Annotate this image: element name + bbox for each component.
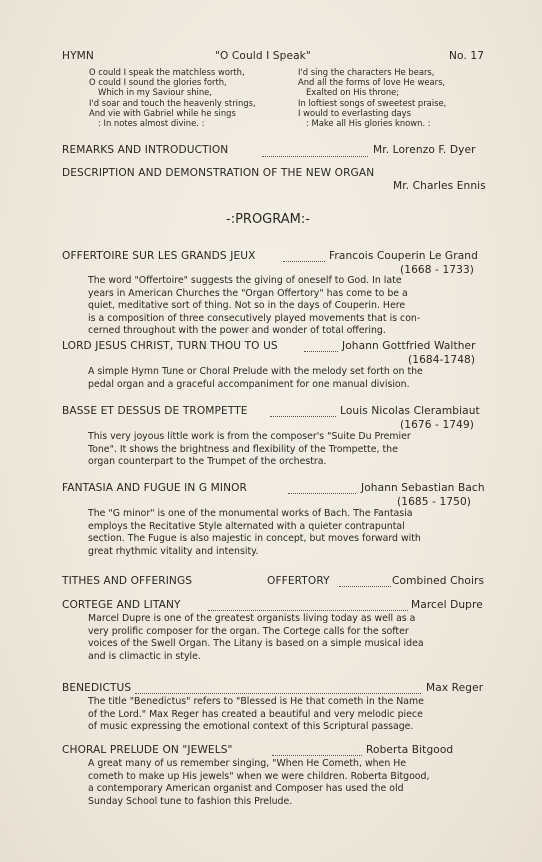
description-line: A great many of us remember singing, "When He Cometh, when He — [88, 758, 407, 769]
description-line: of music expressing the emotional context of this Scriptural passage. — [88, 721, 414, 733]
description-line: voices of the Swell Organ. The Litany is based on a simple musical idea — [88, 638, 424, 650]
description-line: Sunday School tune to fashion this Prelude. — [88, 795, 293, 807]
piece-description — [88, 508, 490, 558]
description-line: pedal organ and a graceful accompaniment for one manual division. — [88, 378, 410, 390]
description-line: quiet, meditative sort of thing. Not so in the days of Couperin. Here — [88, 300, 406, 312]
piece-description — [88, 758, 490, 808]
hymn-left-line: O could I sound the glories forth, — [89, 77, 227, 87]
description-line: a contemporary American organist and Composer has used the old — [88, 783, 404, 795]
description-line: great rhythmic vitality and intensity. — [88, 545, 259, 557]
hymn-right-line: I would to everlasting days — [298, 108, 411, 118]
description-line: The word "Offertoire" suggests the giving of oneself to God. In late — [88, 275, 402, 286]
piece-title: FANTASIA AND FUGUE IN G MINOR — [62, 482, 247, 494]
piece-dates: (1668 - 1733) — [400, 264, 475, 276]
program-heading: -:PROGRAM:- — [226, 212, 310, 227]
piece-composer: Roberta Bitgood — [366, 744, 454, 756]
description-line: The title "Benedictus" refers to "Blessed is He that cometh in the Name — [88, 696, 424, 707]
dot-leader — [272, 755, 362, 756]
dot-leader — [262, 156, 368, 157]
piece-dates: (1684-1748) — [408, 354, 476, 366]
piece-title: BENEDICTUS — [62, 682, 132, 694]
piece-composer: Francois Couperin Le Grand — [329, 250, 478, 262]
piece-composer: Johann Sebastian Bach — [361, 482, 485, 494]
description-line: very prolific composer for the organ. The Cortege calls for the softer — [88, 625, 409, 637]
piece-dates: (1685 - 1750) — [397, 496, 472, 508]
piece-title: CORTEGE AND LITANY — [62, 599, 181, 611]
description-line: of the Lord." Max Reger has created a beautiful and very melodic piece — [88, 708, 423, 720]
piece-title: BASSE ET DESSUS DE TROMPETTE — [62, 405, 248, 417]
description-line: section. The Fugue is also majestic in concept, but moves forward with — [88, 533, 421, 545]
hymn-left-line: And vie with Gabriel while he sings — [89, 108, 236, 118]
hymn-label: HYMN — [62, 50, 94, 62]
piece-title: LORD JESUS CHRIST, TURN THOU TO US — [62, 340, 278, 352]
piece-composer: Johann Gottfried Walther — [342, 340, 476, 352]
hymn-left-line: Which in my Saviour shine, — [98, 87, 212, 97]
piece-composer: Max Reger — [426, 682, 484, 694]
hymn-number: No. 17 — [449, 50, 485, 62]
description-line: Tone". It shows the brightness and flexibility of the Trompette, the — [88, 443, 398, 455]
piece-dates: (1676 - 1749) — [400, 419, 475, 431]
dot-leader — [304, 351, 338, 352]
piece-description — [88, 366, 490, 391]
piece-composer: Louis Nicolas Clerambiaut — [340, 405, 480, 417]
description-line: cerned throughout with the power and wonder of total offering. — [88, 325, 386, 337]
piece-title: OFFERTOIRE SUR LES GRANDS JEUX — [62, 250, 256, 262]
description-line: and is climactic in style. — [88, 650, 201, 662]
piece-title: CHORAL PRELUDE ON "JEWELS" — [62, 744, 233, 756]
piece-description — [88, 613, 490, 663]
dot-leader — [288, 493, 356, 494]
description-line: is a composition of three consecutively played movements that is con- — [88, 312, 421, 324]
tithes-label: TITHES AND OFFERINGS — [62, 575, 193, 587]
description-line: cometh to make up His jewels" when we were children. Roberta Bitgood, — [88, 770, 430, 782]
description-line: employs the Recitative Style alternated with a quieter contrapuntal — [88, 520, 405, 532]
piece-description — [88, 431, 490, 469]
hymn-right-line: Exalted on His throne; — [306, 87, 400, 97]
dot-leader — [339, 586, 391, 587]
hymn-left-line: : In notes almost divine. : — [98, 118, 205, 128]
dot-leader — [135, 693, 421, 694]
organ-person: Mr. Charles Ennis — [393, 180, 486, 192]
offertory-choir: Combined Choirs — [392, 575, 485, 587]
remarks-person: Mr. Lorenzo F. Dyer — [373, 144, 476, 156]
description-line: organ counterpart to the Trumpet of the orchestra. — [88, 456, 327, 468]
piece-description — [88, 696, 490, 734]
offertory-label: OFFERTORY — [267, 575, 330, 587]
hymn-right-line: I'd sing the characters He bears, — [298, 67, 435, 77]
dot-leader — [208, 610, 408, 611]
piece-description — [88, 275, 490, 338]
dot-leader — [283, 261, 325, 262]
organ-label: DESCRIPTION AND DEMONSTRATION OF THE NEW ORGAN — [62, 167, 375, 179]
hymn-left-line: O could I speak the matchless worth, — [89, 67, 245, 77]
hymn-title: "O Could I Speak" — [215, 50, 311, 62]
hymn-right-line: And all the forms of love He wears, — [298, 77, 446, 87]
dot-leader — [270, 416, 336, 417]
description-line: years in American Churches the "Organ Offertory" has come to be a — [88, 287, 408, 299]
description-line: The "G minor" is one of the monumental works of Bach. The Fantasia — [88, 508, 413, 519]
description-line: This very joyous little work is from the composer's "Suite Du Premier — [88, 431, 411, 442]
description-line: Marcel Dupre is one of the greatest organists living today as well as a — [88, 613, 416, 624]
hymn-right-line: : Make all His glories known. : — [306, 118, 431, 128]
hymn-right-line: In loftiest songs of sweetest praise, — [298, 98, 447, 108]
remarks-label: REMARKS AND INTRODUCTION — [62, 144, 229, 156]
description-line: A simple Hymn Tune or Choral Prelude with the melody set forth on the — [88, 366, 423, 377]
hymn-left-line: I'd soar and touch the heavenly strings, — [89, 98, 256, 108]
piece-composer: Marcel Dupre — [411, 599, 483, 611]
